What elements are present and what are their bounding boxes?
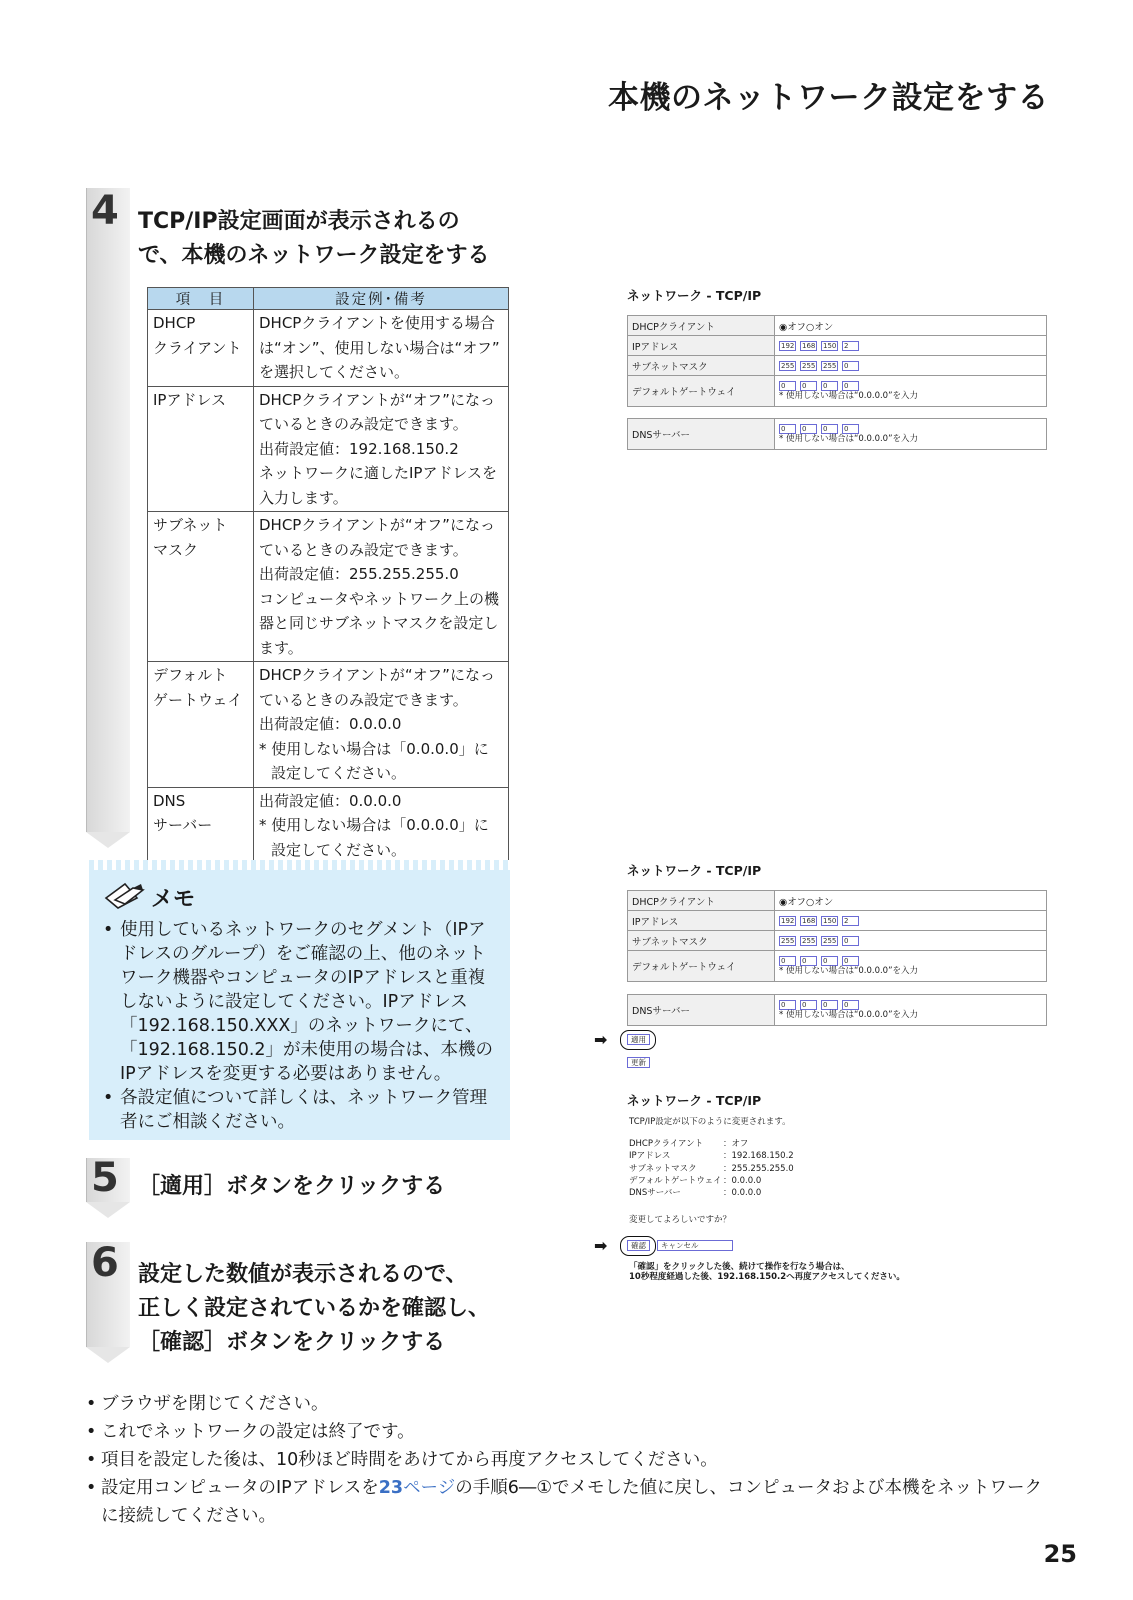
gateway-octet-input[interactable]: 0 [842,381,859,391]
subnet-octet-input[interactable]: 255 [823,361,837,370]
gateway-octet-input[interactable]: 0 [821,956,838,966]
gateway-note: * 使用しない場合は“0.0.0.0”を入力 [779,965,918,976]
memo-item: • 使用しているネットワークのセグメント（IPアドレスのグループ）をご確認の上、他のネットワーク機器やコンピュータのIPアドレスと重複しないように設定してください。IPアドレス「192.168.150.XXX」のネットワークにて、「192.168.150.2」が未使用の場合は、本機のIPアドレスを変更する必要はありません。 [103,918,498,1086]
note-text: の手順6―①でメモした値に戻し、コンピュータおよび本機をネットワーク [455,1478,1043,1498]
confirm-note-line2: 10秒程度経過した後、192.168.150.2へ再度アクセスしてください。 [629,1272,905,1282]
screen2-row-gateway [628,951,1046,981]
page-number: 25 [1043,1540,1077,1568]
screen2-dns-table [627,994,1047,1026]
page-link[interactable] [379,1478,456,1498]
dns-octet-input[interactable]: 0 [821,424,838,434]
cell-line: 設定してください。 [271,840,407,859]
ip-fields [775,911,1046,930]
confirm-values [629,1138,794,1199]
cell-line: サーバー [153,816,213,834]
note-item: • 項目を設定した後は、10秒ほど時間をあけてから再度アクセスしてください。 [86,1446,1066,1474]
confirm-value: ：オフ [723,1139,749,1149]
settings-table [147,287,509,864]
confirm-button[interactable]: 確認 [627,1240,650,1251]
memo-title: メモ [151,887,196,912]
ip-label: IPアドレス [628,336,775,355]
dns-octet-input[interactable]: 0 [779,424,796,434]
table-cell-desc [254,386,509,512]
table-cell-item [148,787,254,864]
screen2-row-subnet [628,931,1046,951]
subnet-octet-input[interactable]: 255 [781,361,795,370]
table-cell-item [148,386,254,512]
confirm-label: IPアドレス [629,1151,671,1162]
dns-fields [775,419,1046,449]
cell-line: デフォルト [153,666,228,684]
subnet-label: サブネットマスク [628,356,775,375]
cell-line: は“オン”、使用しない場合は“オフ” [259,338,500,357]
dns-octet-input[interactable]: 0 [779,1000,796,1010]
screen3-title: ネットワーク - TCP/IP [627,1093,762,1108]
screen1-row-dhcp [628,316,1046,336]
cell-line: 出荷設定値：192.168.150.2 [259,439,459,458]
cell-line: コンピュータやネットワーク上の機 [259,589,500,608]
dhcp-off-radio[interactable]: ◉オフ [779,321,807,333]
gateway-fields [775,951,1046,981]
screen1-row-gateway [628,376,1046,406]
table-cell-desc [254,662,509,788]
cell-line: を選択してください。 [259,363,410,381]
cell-line: DHCPクライアントが“オフ”になっ [259,666,495,684]
table-header-desc: 設定例･備考 [254,288,509,310]
refresh-button[interactable]: 更新 [627,1057,650,1068]
dns-octet-input[interactable]: 0 [842,1000,859,1010]
table-cell-item [148,512,254,662]
dns-note: * 使用しない場合は“0.0.0.0”を入力 [779,1009,918,1020]
confirm-question: 変更してよろしいですか？ [629,1215,732,1225]
confirm-value: ：192.168.150.2 [723,1151,794,1162]
memo-box [89,860,510,1140]
dhcp-off-radio[interactable]: ◉オフ [779,896,807,908]
step5-heading: ［適用］ボタンをクリックする [138,1174,446,1199]
ip-label: IPアドレス [628,911,775,930]
subnet-fields [775,931,1046,950]
note-text: 設定用コンピュータのIPアドレスを [101,1478,379,1498]
screen2-settings-table [627,890,1047,982]
dns-label: DNSサーバー [628,419,775,449]
cancel-button[interactable]: キャンセル [657,1240,733,1251]
table-cell-desc [254,512,509,662]
note-item [86,1474,1066,1530]
gateway-octet-input[interactable]: 0 [779,381,796,391]
screen2-row-dns [628,995,1046,1025]
ip-octet-input[interactable]: 150 [823,341,837,350]
gateway-octet-input[interactable]: 0 [821,381,838,391]
dhcp-options [775,316,1046,335]
screen1-row-ip [628,336,1046,356]
cell-line: ているときのみ設定できます。 [259,690,468,709]
cell-line: DNS [153,791,186,810]
page-link-number[interactable]: 23 [378,1478,404,1498]
page-title: 本機のネットワーク設定をする [608,80,1049,116]
confirm-value: ：0.0.0.0 [723,1188,762,1199]
dhcp-options [775,891,1046,910]
subnet-octet-input[interactable]: 255 [823,936,837,945]
cell-line: * 使用しない場合は「0.0.0.0」に [259,816,489,834]
cell-line: 入力します。 [259,488,348,507]
note-text-continued: に接続してください。 [101,1506,276,1526]
gateway-octet-input[interactable]: 0 [800,381,817,391]
screen1-settings-table [627,315,1047,407]
step4-heading-line2: で、本機のネットワーク設定をする [138,243,490,268]
memo-item: • 各設定値について詳しくは、ネットワーク管理者にご相談ください。 [103,1086,498,1134]
screen2-title: ネットワーク - TCP/IP [627,863,762,878]
dhcp-on-radio[interactable]: ○オン [806,321,834,333]
screen2-row-dhcp [628,891,1046,911]
cell-line: DHCPクライアントが“オフ”になっ [259,390,495,409]
step4-heading-line1: TCP/IP設定画面が表示されるの [138,209,460,234]
ip-octet-input[interactable]: 2 [842,916,859,926]
subnet-octet-input[interactable]: 0 [842,936,859,946]
confirm-note-line1: 「確認」をクリックした後、続けて操作を行なう場合は、 [629,1262,850,1272]
subnet-octet-input[interactable]: 255 [781,936,795,945]
cell-line: 出荷設定値：255.255.255.0 [259,565,459,583]
dns-label: DNSサーバー [628,995,775,1025]
subnet-fields [775,356,1046,375]
gateway-note: * 使用しない場合は“0.0.0.0”を入力 [779,390,918,401]
cell-line: 出荷設定値：0.0.0.0 [259,791,402,810]
cell-line: 出荷設定値：0.0.0.0 [259,715,402,733]
ip-octet-input[interactable]: 150 [823,916,837,925]
table-cell-item [148,310,254,387]
confirm-intro: TCP/IP設定が以下のように変更されます。 [629,1117,791,1127]
cell-line: クライアント [153,338,242,357]
cell-line: ます。 [259,638,303,657]
table-row [148,662,509,788]
subnet-octet-input[interactable]: 255 [802,936,816,945]
final-notes [86,1390,1066,1530]
table-row [148,310,509,387]
gateway-octet-input[interactable]: 0 [800,956,817,966]
gateway-octet-input[interactable]: 0 [779,956,796,966]
cell-line: ネットワークに適したIPアドレスを [259,464,498,482]
confirm-label: DNSサーバー [629,1188,681,1199]
table-header-item: 項 目 [148,288,254,310]
ip-octet-input[interactable]: 168 [802,916,816,925]
subnet-label: サブネットマスク [628,931,775,950]
note-item: • これでネットワークの設定は終了です。 [86,1418,1066,1446]
confirm-label: DHCPクライアント [629,1139,704,1149]
step6-heading-line2: 正しく設定されているかを確認し、 [138,1296,491,1321]
cell-line: ているときのみ設定できます。 [259,415,468,433]
dns-octet-input[interactable]: 0 [821,1000,838,1010]
cell-line: DHCP [153,314,196,332]
cell-line: IPアドレス [153,390,227,409]
gateway-label: デフォルトゲートウェイ [628,376,775,406]
arrow-right-icon: ➡ [594,1236,608,1255]
cell-line: DHCPクライアントを使用する場合 [259,314,495,332]
confirm-label: デフォルトゲートウェイ [629,1175,722,1186]
table-cell-desc [254,787,509,864]
gateway-label: デフォルトゲートウェイ [628,951,775,981]
gateway-fields [775,376,1046,406]
gateway-octet-input[interactable]: 0 [842,956,859,966]
cell-line: サブネット [153,516,228,534]
table-row [148,386,509,512]
ip-fields [775,336,1046,355]
cell-line: 設定してください。 [271,764,407,782]
ip-octet-input[interactable]: 2 [842,341,859,351]
step4-heading [138,205,490,273]
cell-line: ているときのみ設定できます。 [259,540,468,559]
cell-line: * 使用しない場合は「0.0.0.0」に [259,739,489,758]
screen2-row-ip [628,911,1046,931]
dhcp-on-radio[interactable]: ○オン [806,896,834,908]
memo-list [103,918,498,1134]
screen1-row-subnet [628,356,1046,376]
ip-octet-input[interactable]: 192 [781,341,795,350]
cell-line: DHCPクライアントが“オフ”になっ [259,516,495,534]
cell-line: マスク [153,540,199,559]
confirm-value: ：255.255.255.0 [723,1163,794,1174]
cell-line: 器と同じサブネットマスクを設定し [259,614,499,632]
pencil-memo-icon [103,880,147,910]
dns-octet-input[interactable]: 0 [800,424,817,434]
screen1-dns-table [627,418,1047,450]
note-item: • ブラウザを閉じてください。 [86,1390,1066,1418]
table-cell-item [148,662,254,788]
step4-number: 4 [91,188,119,234]
step6-heading [138,1258,490,1360]
confirm-label: サブネットマスク [629,1163,697,1174]
page-link-text[interactable]: ページ [403,1478,456,1498]
table-row [148,787,509,864]
subnet-octet-input[interactable]: 255 [802,361,816,370]
arrow-right-icon: ➡ [594,1030,608,1049]
confirm-note [629,1262,905,1282]
table-cell-desc [254,310,509,387]
dns-fields [775,995,1046,1025]
subnet-octet-input[interactable]: 0 [842,361,859,371]
dhcp-label: DHCPクライアント [628,891,775,910]
dns-octet-input[interactable]: 0 [800,1000,817,1010]
step5-number: 5 [91,1155,119,1201]
dns-note: * 使用しない場合は“0.0.0.0”を入力 [779,433,918,444]
dhcp-label: DHCPクライアント [628,316,775,335]
table-row [148,512,509,662]
cell-line: ゲートウェイ [153,690,243,709]
screen1-title: ネットワーク - TCP/IP [627,288,762,303]
memo-dotted-border [89,860,510,870]
step6-heading-line1: 設定した数値が表示されるので、 [138,1262,468,1287]
confirm-value: ：0.0.0.0 [723,1175,762,1186]
step6-heading-line3: ［確認］ボタンをクリックする [138,1330,446,1355]
apply-button[interactable]: 適用 [627,1034,650,1045]
dns-octet-input[interactable]: 0 [842,424,859,434]
step6-number: 6 [91,1240,119,1286]
ip-octet-input[interactable]: 192 [781,916,795,925]
screen1-row-dns [628,419,1046,449]
ip-octet-input[interactable]: 168 [802,341,816,350]
step4-bar [86,188,130,832]
